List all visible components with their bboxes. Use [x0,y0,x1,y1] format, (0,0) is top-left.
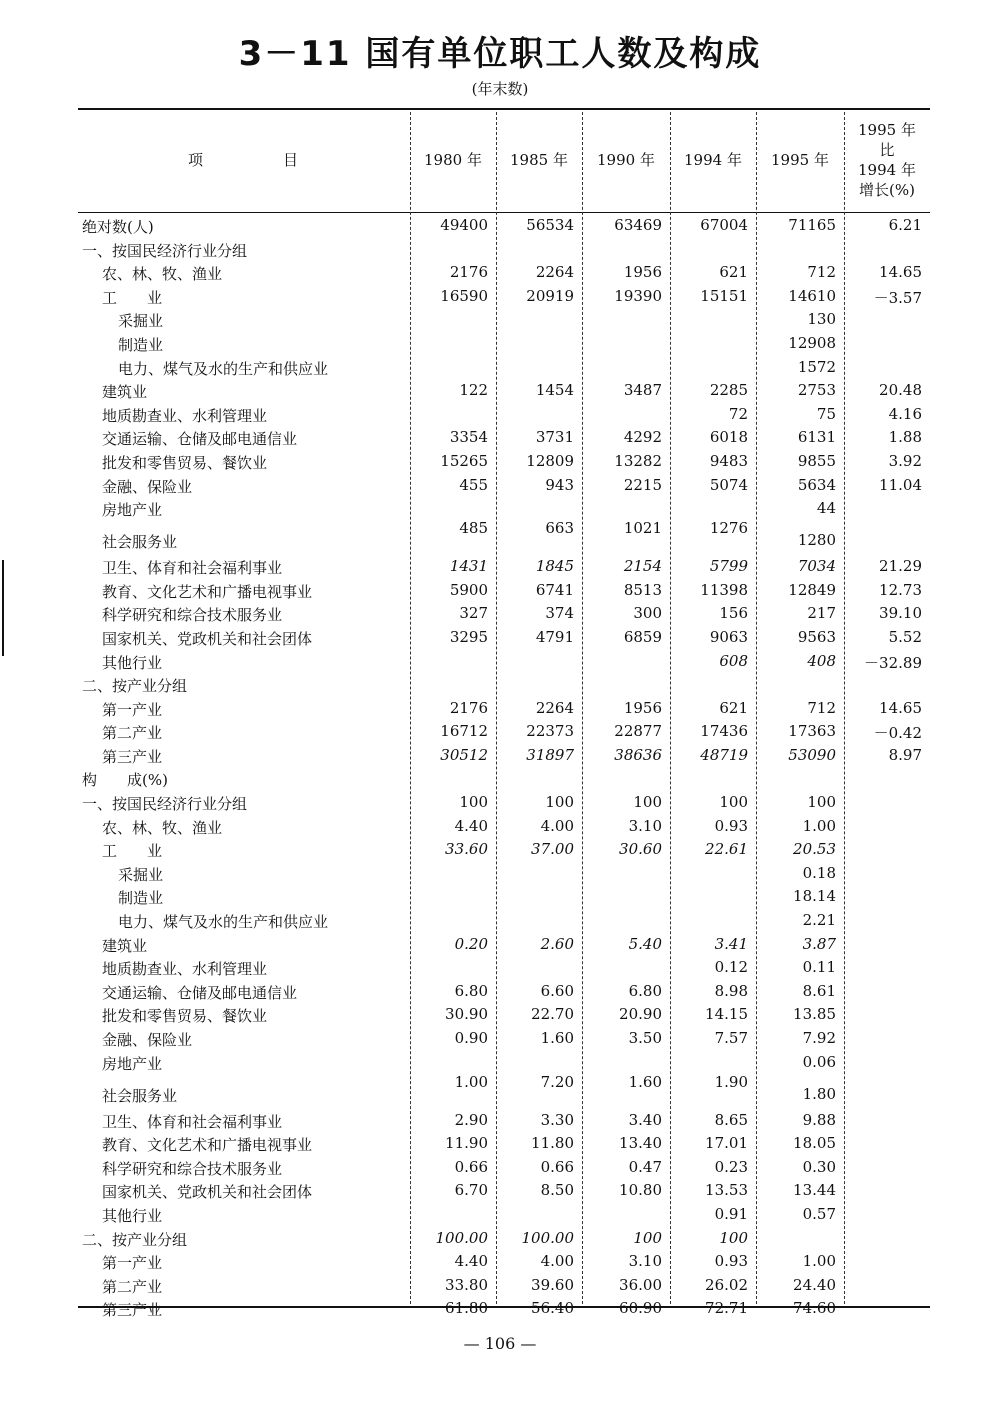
table-row [78,332,930,356]
table-cell: 30.60 [619,840,662,859]
table-cell: 22877 [614,722,662,741]
table-row [78,815,930,839]
table-row [78,744,930,768]
table-row [78,862,930,886]
table-cell: 100.00 [435,1228,488,1247]
table-row [78,767,930,791]
table-cell: 8.98 [714,981,748,1000]
row-label: 采掘业 [118,865,164,884]
row-label: 金融、保险业 [102,1031,193,1049]
table-cell: 0.66 [454,1157,488,1176]
header-col-1995: 1995 年 [771,151,829,169]
header-col-1990: 1990 年 [597,151,655,169]
table-row [78,356,930,380]
table-cell: 11.04 [879,475,922,494]
table-cell: 0.11 [802,958,836,977]
table-cell: 3.10 [628,1252,662,1271]
row-label: 绝对数(人) [82,218,154,236]
table-cell: 2.90 [454,1110,488,1129]
table-cell: 72.71 [705,1299,748,1318]
table-cell: 19390 [614,286,662,305]
table-cell: 1431 [449,557,488,576]
table-cell: 100 [719,1228,748,1247]
row-label: 国家机关、党政机关和社会团体 [102,1183,313,1202]
row-label: 交通运输、仓储及邮电通信业 [102,983,298,1002]
table-cell: 0.90 [454,1029,488,1047]
table-row [78,555,930,579]
table-cell: 37.00 [531,840,574,859]
table-cell: 712 [807,263,836,282]
row-label: 第二产业 [102,724,163,743]
table-cell: 2154 [623,557,662,576]
table-cell: 9063 [709,627,748,646]
table-cell: 2215 [623,475,662,494]
table-cell: 1572 [797,357,836,376]
table-cell: 30.90 [445,1005,488,1024]
table-cell: 4.00 [540,816,574,835]
table-cell: 1.00 [802,816,836,835]
table-cell: 9855 [797,451,836,470]
table-cell: 374 [545,604,574,623]
table-cell: 0.91 [714,1204,748,1223]
table-cell: 943 [545,475,574,494]
table-row [78,1132,930,1156]
row-label: 工 业 [102,842,163,861]
table-cell: 31897 [526,745,574,764]
table-row [78,1109,930,1133]
table-cell: 1276 [709,519,748,538]
table-cell: 0.20 [454,934,488,953]
page-number: — 106 — [463,1334,537,1353]
table-cell: 71165 [788,216,836,234]
table-cell: －32.89 [864,653,922,672]
table-cell: 2753 [797,381,836,400]
table-row [78,885,930,909]
table-cell: 12849 [788,580,836,599]
table-cell: 1.60 [540,1029,574,1047]
row-label: 其他行业 [102,653,163,672]
table-cell: 14610 [788,286,836,305]
table-cell: －0.42 [873,724,922,743]
row-label: 第一产业 [102,700,163,719]
row-label: 卫生、体育和社会福利事业 [102,559,283,578]
table-cell: 1.88 [888,428,922,447]
table-cell: 621 [719,698,748,717]
table-row [78,1027,930,1051]
table-row [78,626,930,650]
table-cell: 5.52 [888,627,922,646]
table-cell: 6859 [623,627,662,646]
table-cell: 15151 [700,286,748,305]
table-cell: 72 [728,404,748,423]
table-cell: 4791 [535,627,574,646]
table-cell: 100 [807,793,836,812]
table-cell: 13.53 [705,1181,748,1200]
table-cell: 18.05 [793,1134,836,1153]
table-cell: 30512 [440,745,488,764]
table-row [78,426,930,450]
table-cell: 10.80 [619,1181,662,1200]
table-cell: 5634 [797,475,836,494]
row-label: 批发和零售贸易、餐饮业 [102,453,268,472]
table-cell: 8513 [623,580,662,599]
row-label: 卫生、体育和社会福利事业 [102,1112,283,1131]
table-cell: 12809 [526,451,574,470]
table-cell: 0.57 [802,1204,836,1223]
table-row [78,1297,930,1321]
row-label: 二、按产业分组 [82,1230,188,1249]
table-cell: 20.53 [793,840,836,859]
table-cell: 2264 [535,698,574,717]
table-cell: 61.80 [445,1299,488,1318]
table-row [78,720,930,744]
table-cell: 3295 [449,627,488,646]
row-label: 一、按国民经济行业分组 [82,241,248,260]
header-col-growth [844,108,930,212]
table-cell: 4.40 [454,1252,488,1271]
row-label: 构 成(%) [82,771,168,790]
table-cell: 217 [807,604,836,623]
table-cell: 122 [459,381,488,400]
table-cell: 100 [459,793,488,812]
table-cell: 75 [816,404,836,423]
table-cell: 7.20 [540,1072,574,1091]
table-cell: 8.50 [540,1181,574,1200]
table-cell: 2176 [449,263,488,282]
table-cell: 6.21 [888,216,922,234]
table-cell: 3.41 [714,934,748,953]
table-cell: 13282 [614,451,662,470]
table-row [78,650,930,674]
table-cell: 3.10 [628,816,662,835]
table-cell: 300 [633,604,662,623]
table-row [78,261,930,285]
table-row [78,1051,930,1109]
table-cell: 2285 [709,381,748,400]
table-cell: 2176 [449,698,488,717]
table-cell: 6018 [709,428,748,447]
table-cell: 100 [719,793,748,812]
growth-line-2: 比 [879,141,895,159]
table-row [78,1003,930,1027]
header-rule [78,212,930,213]
table-cell: 16712 [440,722,488,741]
table-cell: 1956 [623,698,662,717]
table-row [78,474,930,498]
table-cell: 4.16 [888,404,922,423]
table-cell: 44 [816,499,836,518]
table-cell: 56.40 [531,1299,574,1318]
row-label: 二、按产业分组 [82,677,188,696]
table-cell: 3.40 [628,1110,662,1129]
table-cell: 36.00 [619,1275,662,1294]
table-cell: 608 [719,651,748,670]
row-label: 第二产业 [102,1277,163,1296]
row-label: 科学研究和综合技术服务业 [102,606,283,625]
table-row [78,450,930,474]
table-row [78,1156,930,1180]
table-cell: 1956 [623,263,662,282]
table-cell: 21.29 [879,557,922,576]
table-cell: 2.21 [802,911,836,930]
table-cell: 39.60 [531,1275,574,1294]
table-cell: 18.14 [793,887,836,906]
table-cell: 38636 [614,745,662,764]
table-row [78,838,930,862]
table-row [78,1179,930,1203]
table-cell: 0.47 [628,1157,662,1176]
table-row [78,697,930,721]
table-cell: 6.80 [628,981,662,1000]
table-cell: 16590 [440,286,488,305]
row-label: 交通运输、仓储及邮电通信业 [102,430,298,449]
table-cell: 7.57 [714,1029,748,1047]
row-label: 国家机关、党政机关和社会团体 [102,629,313,648]
table-cell: 5074 [709,475,748,494]
header-item: 项目 [187,151,378,169]
table-cell: 8.97 [888,745,922,764]
row-label: 电力、煤气及水的生产和供应业 [118,359,329,378]
table-row [78,980,930,1004]
table-cell: 9483 [709,451,748,470]
table-cell: 14.15 [705,1005,748,1024]
table-cell: 12.73 [879,580,922,599]
table-cell: 3731 [535,428,574,447]
growth-line-3: 1994 年 [858,161,916,179]
row-label: 金融、保险业 [102,477,193,496]
table-cell: 2.60 [540,934,574,953]
table-cell: 24.40 [793,1275,836,1294]
table-cell: 6.70 [454,1181,488,1200]
row-label: 地质勘查业、水利管理业 [102,960,268,979]
row-label: 第三产业 [102,747,163,766]
table-cell: 13.40 [619,1134,662,1153]
row-label: 教育、文化艺术和广播电视事业 [102,1136,313,1155]
row-label: 电力、煤气及水的生产和供应业 [118,913,329,932]
table-cell: 1.80 [802,1084,836,1103]
row-label: 第三产业 [102,1301,163,1320]
row-label: 工 业 [102,288,163,307]
table-cell: 3.87 [802,934,836,953]
table-cell: 3.30 [540,1110,574,1129]
table-cell: 0.12 [714,958,748,977]
table-cell: 4.40 [454,816,488,835]
table-cell: 56534 [526,216,574,234]
table-cell: 20919 [526,286,574,305]
table-row [78,403,930,427]
header-col-1994: 1994 年 [684,151,742,169]
table-cell: 0.23 [714,1157,748,1176]
table-cell: 2264 [535,263,574,282]
table-row [78,673,930,697]
table-row [78,379,930,403]
table-cell: 1.00 [802,1252,836,1271]
table-cell: 100 [633,793,662,812]
table-row [78,602,930,626]
table-cell: 60.90 [619,1299,662,1318]
table-cell: 11.80 [531,1134,574,1153]
table-cell: 3.50 [628,1029,662,1047]
row-label: 农、林、牧、渔业 [102,818,223,837]
row-label: 建筑业 [102,936,148,955]
table-cell: 4292 [623,428,662,447]
table-cell: 22373 [526,722,574,741]
table-cell: 7.92 [802,1029,836,1047]
table-cell: －3.57 [873,288,922,307]
table-cell: 8.61 [802,981,836,1000]
row-label: 房地产业 [102,1054,163,1073]
table-row [78,1250,930,1274]
table-cell: 3.92 [888,451,922,470]
table-row [78,308,930,332]
table-cell: 20.90 [619,1005,662,1024]
table-cell: 67004 [700,216,748,234]
page-title: 3－11 国有单位职工人数及构成 [238,34,762,74]
table-row [78,579,930,603]
table-cell: 1845 [535,557,574,576]
table-row [78,1203,930,1227]
growth-line-4: 增长(%) [859,181,915,199]
table-cell: 4.00 [540,1252,574,1271]
table-cell: 22.70 [531,1005,574,1024]
page-subtitle: (年末数) [471,80,529,98]
table-cell: 408 [807,651,836,670]
table-cell: 5799 [709,557,748,576]
table-cell: 663 [545,519,574,538]
table-cell: 156 [719,604,748,623]
table-row [78,214,930,238]
table-cell: 1.60 [628,1072,662,1091]
table-cell: 3354 [449,428,488,447]
table-cell: 17436 [700,722,748,741]
table-cell: 6.80 [454,981,488,1000]
table-cell: 33.60 [445,840,488,859]
row-label: 房地产业 [102,501,163,520]
table-cell: 455 [459,475,488,494]
table-cell: 6.60 [540,981,574,1000]
table-body [78,214,930,1321]
row-label: 第一产业 [102,1254,163,1273]
table-cell: 100 [545,793,574,812]
table-row [78,956,930,980]
table-cell: 63469 [614,216,662,234]
table-row [78,238,930,262]
row-label: 制造业 [118,889,164,908]
table-row [78,909,930,933]
table-row [78,1274,930,1298]
header-col-1980: 1980 年 [424,151,482,169]
table-cell: 5.40 [628,934,662,953]
table-cell: 130 [807,310,836,329]
row-label: 批发和零售贸易、餐饮业 [102,1007,268,1026]
table-row [78,497,930,555]
table-cell: 14.65 [879,263,922,282]
row-label: 社会服务业 [102,1086,178,1105]
table-row [78,1227,930,1251]
table-cell: 6131 [797,428,836,447]
row-label: 一、按国民经济行业分组 [82,795,248,814]
table-cell: 17363 [788,722,836,741]
table-row [78,933,930,957]
table-cell: 14.65 [879,698,922,717]
table-cell: 3487 [623,381,662,400]
table-cell: 9.88 [802,1110,836,1129]
table-cell: 5900 [449,580,488,599]
table-cell: 11398 [700,580,748,599]
table-cell: 0.93 [714,1252,748,1271]
table-cell: 100 [633,1228,662,1247]
table-cell: 1021 [623,519,662,538]
table-cell: 485 [459,519,488,538]
row-label: 采掘业 [118,312,164,331]
table-cell: 1.00 [454,1072,488,1091]
table-cell: 0.30 [802,1157,836,1176]
table-cell: 0.18 [802,863,836,882]
table-cell: 327 [459,604,488,623]
table-cell: 39.10 [879,604,922,623]
table-cell: 1454 [535,381,574,400]
table-cell: 20.48 [879,381,922,400]
table-cell: 22.61 [705,840,748,859]
table-cell: 1.90 [714,1072,748,1091]
table-cell: 49400 [440,216,488,234]
row-label: 建筑业 [102,383,148,402]
table-cell: 0.93 [714,816,748,835]
row-label: 制造业 [118,335,164,354]
header-col-1985: 1985 年 [510,151,568,169]
table-cell: 0.66 [540,1157,574,1176]
growth-line-1: 1995 年 [858,121,916,139]
table-cell: 74.60 [793,1299,836,1318]
table-row [78,285,930,309]
row-label: 社会服务业 [102,533,178,552]
table-cell: 621 [719,263,748,282]
table-cell: 33.80 [445,1275,488,1294]
table-cell: 15265 [440,451,488,470]
table-cell: 26.02 [705,1275,748,1294]
table-cell: 12908 [788,333,836,352]
margin-mark [2,560,4,656]
table-cell: 53090 [788,745,836,764]
table-cell: 9563 [797,627,836,646]
table-cell: 0.06 [802,1052,836,1071]
table-cell: 8.65 [714,1110,748,1129]
table-cell: 11.90 [445,1134,488,1153]
table-cell: 100.00 [521,1228,574,1247]
table-cell: 7034 [797,557,836,576]
row-label: 地质勘查业、水利管理业 [102,406,268,425]
table-cell: 6741 [535,580,574,599]
table-cell: 712 [807,698,836,717]
row-label: 教育、文化艺术和广播电视事业 [102,582,313,601]
table-cell: 17.01 [705,1134,748,1153]
table-cell: 48719 [700,745,748,764]
row-label: 农、林、牧、渔业 [102,265,223,284]
row-label: 科学研究和综合技术服务业 [102,1159,283,1178]
row-label: 其他行业 [102,1206,163,1225]
table-cell: 13.44 [793,1181,836,1200]
table-cell: 13.85 [793,1005,836,1024]
table-row [78,791,930,815]
table-cell: 1280 [797,531,836,550]
